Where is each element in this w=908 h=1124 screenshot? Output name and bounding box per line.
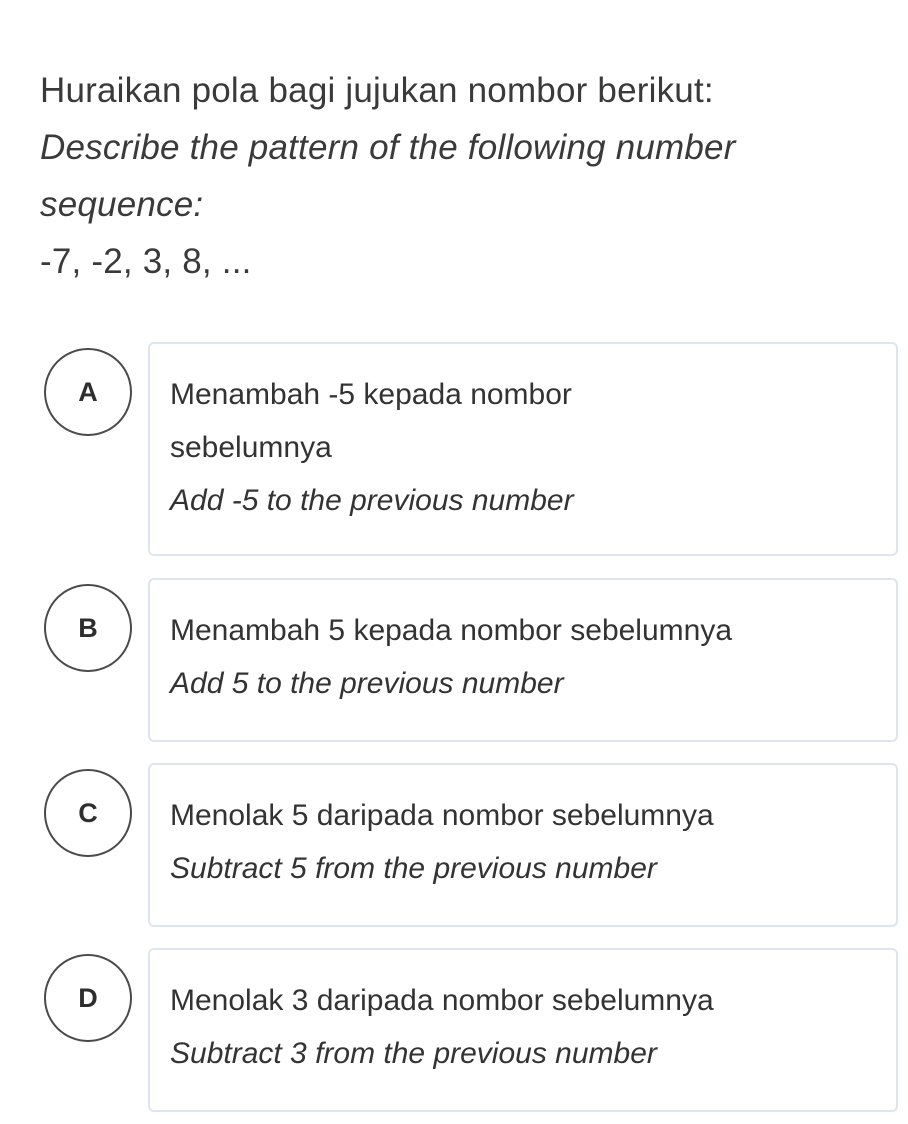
option-d[interactable] bbox=[0, 948, 908, 1112]
option-a-box[interactable] bbox=[148, 342, 898, 556]
option-c-box[interactable] bbox=[148, 763, 898, 927]
option-d-box[interactable] bbox=[148, 948, 898, 1112]
option-c-text-english: Subtract 5 from the previous number bbox=[170, 852, 657, 885]
option-b-box[interactable] bbox=[148, 578, 898, 742]
option-b[interactable] bbox=[0, 578, 908, 742]
question-text bbox=[40, 62, 900, 290]
option-c-text-malay: Menolak 5 daripada nombor sebelumnya bbox=[170, 799, 714, 832]
option-a-letter[interactable]: A bbox=[44, 348, 132, 436]
question-line-malay: Huraikan pola bagi jujukan nombor berikut: bbox=[40, 71, 714, 110]
option-a-text bbox=[170, 368, 690, 527]
option-d-text-english: Subtract 3 from the previous number bbox=[170, 1037, 657, 1070]
option-a-text-malay: Menambah -5 kepada nombor sebelumnya bbox=[170, 378, 572, 464]
option-b-text-malay: Menambah 5 kepada nombor sebelumnya bbox=[170, 614, 733, 647]
option-b-text bbox=[170, 604, 870, 710]
option-d-letter[interactable]: D bbox=[44, 954, 132, 1042]
option-d-text bbox=[170, 974, 870, 1080]
option-c-text bbox=[170, 789, 870, 895]
option-b-text-english: Add 5 to the previous number bbox=[170, 667, 564, 700]
question-line-english-2: sequence: bbox=[40, 185, 204, 224]
option-d-text-malay: Menolak 3 daripada nombor sebelumnya bbox=[170, 984, 714, 1017]
option-a-text-english: Add -5 to the previous number bbox=[170, 484, 574, 517]
option-b-letter[interactable]: B bbox=[44, 584, 132, 672]
number-sequence: -7, -2, 3, 8, ... bbox=[40, 242, 252, 281]
question-line-english-1: Describe the pattern of the following number bbox=[40, 128, 736, 167]
option-a[interactable] bbox=[0, 342, 908, 556]
option-c-letter[interactable]: C bbox=[44, 769, 132, 857]
option-c[interactable] bbox=[0, 763, 908, 927]
